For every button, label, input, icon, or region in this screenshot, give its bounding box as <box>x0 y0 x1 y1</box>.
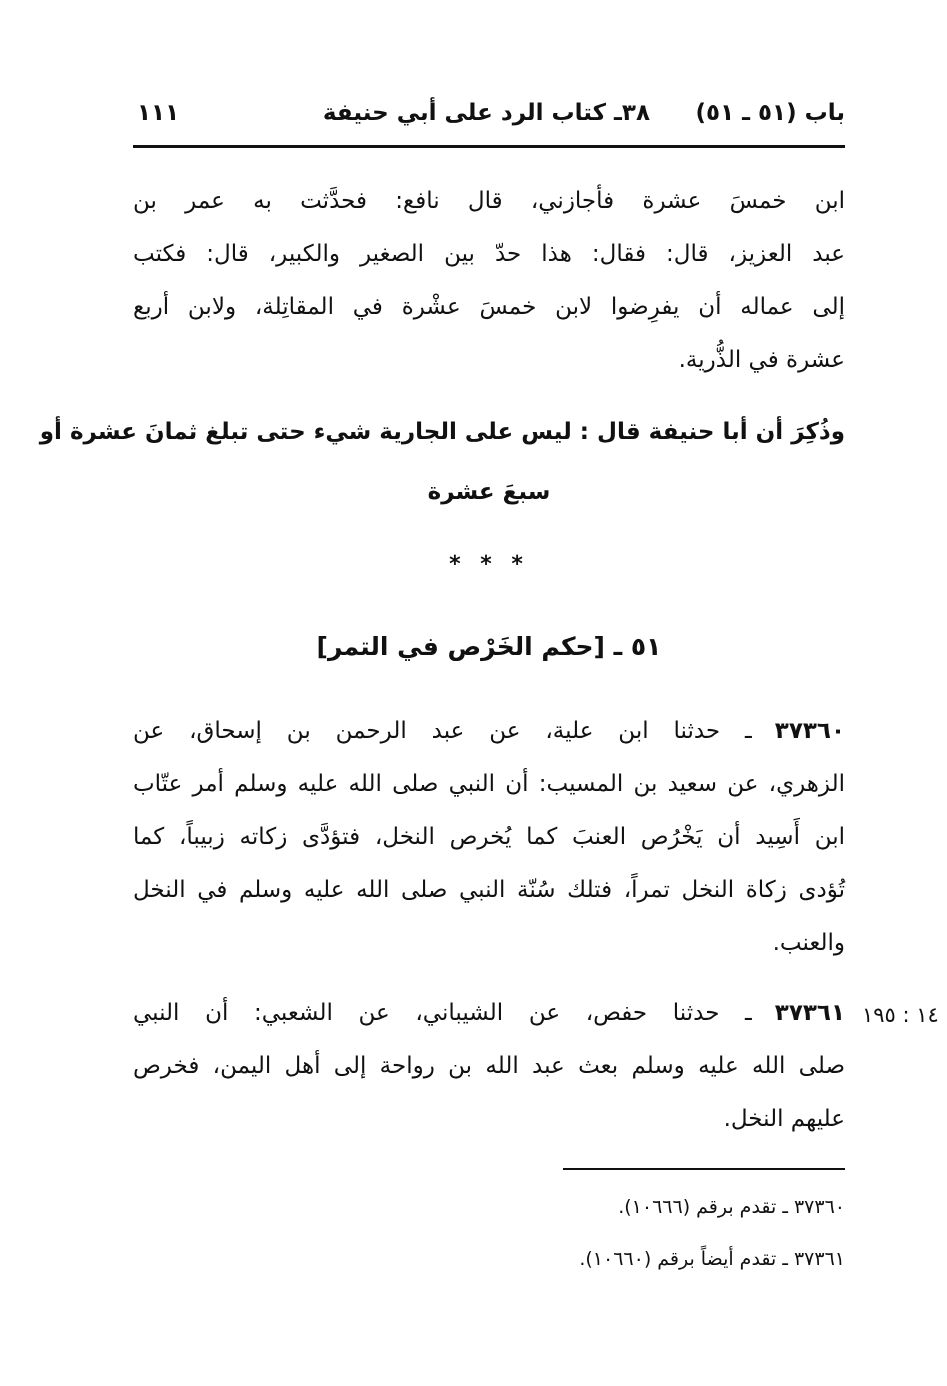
footnote: ٣٧٣٦١ ـ تقدم أيضاً برقم (١٠٦٦٠). <box>579 1248 845 1270</box>
running-header <box>133 92 845 138</box>
hadith-first-line <box>133 705 845 758</box>
text-line: عليهم النخل. <box>723 1106 845 1132</box>
page-number: ١١١ <box>137 100 180 126</box>
statement-line: وذُكِرَ أن أبا حنيفة قال : ليس على الجارية شيء حتى تبلغ ثمانَ عشرة أو <box>39 419 845 445</box>
margin-reference: ١٤ : ١٩٥ <box>862 1003 939 1027</box>
text-line: تُؤدى زكاة النخل تمراً، فتلك سُنّة النبي صلى الله عليه وسلم في النخل <box>133 877 845 903</box>
section-separator: * * * <box>449 552 529 577</box>
footnote: ٣٧٣٦٠ ـ تقدم برقم (١٠٦٦٦). <box>618 1196 845 1218</box>
chapter-heading: ٥١ ـ [حكم الخَرْص في التمر] <box>316 632 662 661</box>
header-rule <box>133 145 845 148</box>
text-line: ابن خمسَ عشرة فأجازني، قال نافع: فحدَّثت به عمر بن <box>133 188 845 214</box>
footnote-rule <box>563 1168 845 1170</box>
paragraph-continuation <box>133 175 845 387</box>
header-chapter: باب (٥١ ـ ٥١) <box>695 100 845 126</box>
text-line: عبد العزيز، قال: فقال: هذا حدّ بين الصغير والكبير، قال: فكتب <box>133 241 845 267</box>
hadith-text: ـ حدثنا ابن علية، عن عبد الرحمن بن إسحاق، عن <box>133 718 752 744</box>
abu-hanifa-statement <box>39 402 845 522</box>
statement-line: سبعَ عشرة <box>427 479 551 505</box>
text-line: صلى الله عليه وسلم بعث عبد الله بن رواحة إلى أهل اليمن، فخرص <box>133 1053 845 1079</box>
hadith-37360 <box>133 705 845 970</box>
hadith-first-line <box>133 987 845 1040</box>
text-line: ابن أَسِيد أن يَخْرُص العنبَ كما يُخرص النخل، فتؤدَّى زكاته زبيباً، كما <box>133 824 845 850</box>
text-line: إلى عماله أن يفرِضوا لابن خمسَ عشْرة في المقاتِلة، ولابن أربع <box>133 294 845 320</box>
hadith-text: ـ حدثنا حفص، عن الشيباني، عن الشعبي: أن النبي <box>133 1000 752 1026</box>
text-line: والعنب. <box>772 930 845 956</box>
hadith-number: ٣٧٣٦٠ <box>774 718 845 744</box>
text-line: الزهري، عن سعيد بن المسيب: أن النبي صلى الله عليه وسلم أمر عتّاب <box>133 771 845 797</box>
header-book-title: ٣٨ـ كتاب الرد على أبي حنيفة <box>322 100 650 126</box>
text-line: عشرة في الذُّرية. <box>678 347 845 373</box>
hadith-37361 <box>133 987 845 1146</box>
hadith-number: ٣٧٣٦١ <box>774 1000 845 1026</box>
